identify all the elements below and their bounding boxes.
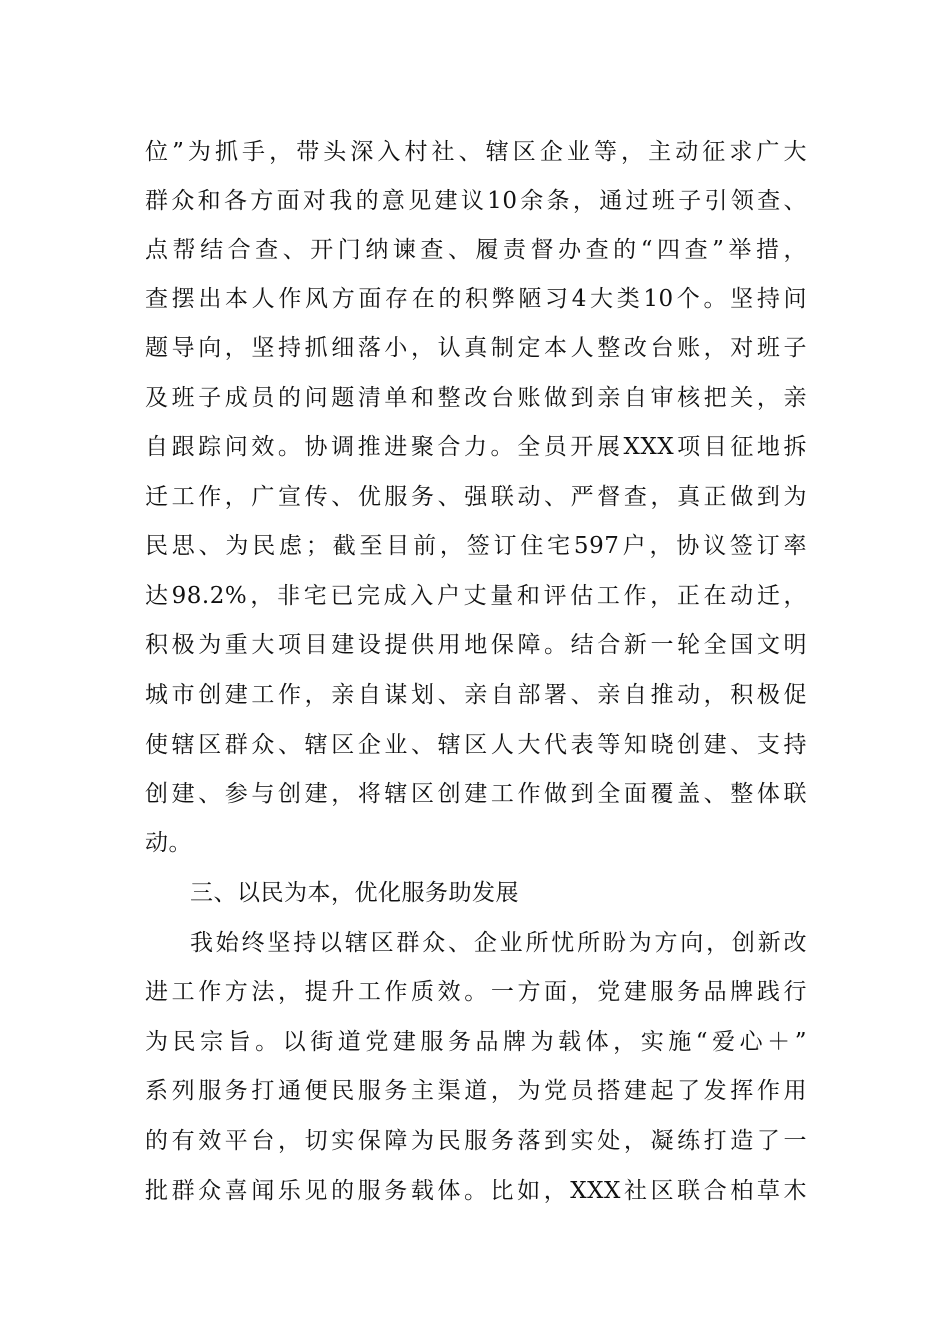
body-text-line: 达98.2%，非宅已完成入户丈量和评估工作，正在动迁， <box>145 583 807 609</box>
body-text-line: 创建、参与创建，将辖区创建工作做到全面覆盖、整体联 <box>145 781 807 807</box>
body-text-line: 群众和各方面对我的意见建议10余条，通过班子引领查、 <box>145 188 807 214</box>
body-text-line: 自跟踪问效。协调推进聚合力。全员开展XXX项目征地拆 <box>145 434 807 460</box>
body-text-line: 的有效平台，切实保障为民服务落到实处，凝练打造了一 <box>145 1128 807 1154</box>
body-text-line: 题导向，坚持抓细落小，认真制定本人整改台账，对班子 <box>145 335 807 361</box>
section-heading: 三、以民为本，优化服务助发展 <box>190 880 519 906</box>
body-text-line: 民思、为民虑；截至目前，签订住宅597户，协议签订率 <box>145 533 807 559</box>
body-text-line: 城市创建工作，亲自谋划、亲自部署、亲自推动，积极促 <box>145 682 807 708</box>
body-text-line: 使辖区群众、辖区企业、辖区人大代表等知晓创建、支持 <box>145 732 807 758</box>
body-text-line: 迁工作，广宣传、优服务、强联动、严督查，真正做到为 <box>145 484 807 510</box>
body-text-line: 我始终坚持以辖区群众、企业所忧所盼为方向，创新改 <box>190 930 807 956</box>
body-text-line: 动。 <box>145 830 192 856</box>
body-text-line: 及班子成员的问题清单和整改台账做到亲自审核把关，亲 <box>145 385 807 411</box>
body-text-line: 点帮结合查、开门纳谏查、履责督办查的“四查”举措， <box>145 237 807 263</box>
body-text-line: 位”为抓手，带头深入村社、辖区企业等，主动征求广大 <box>145 139 807 165</box>
body-text-line: 为民宗旨。以街道党建服务品牌为载体，实施“爱心＋” <box>145 1029 807 1055</box>
body-text-line: 查摆出本人作风方面存在的积弊陋习4大类10个。坚持问 <box>145 286 807 312</box>
body-text-line: 积极为重大项目建设提供用地保障。结合新一轮全国文明 <box>145 632 807 658</box>
body-text-line: 进工作方法，提升工作质效。一方面，党建服务品牌践行 <box>145 979 807 1005</box>
body-text-line: 系列服务打通便民服务主渠道，为党员搭建起了发挥作用 <box>145 1078 807 1104</box>
body-text-line: 批群众喜闻乐见的服务载体。比如，XXX社区联合柏草木 <box>145 1178 807 1204</box>
